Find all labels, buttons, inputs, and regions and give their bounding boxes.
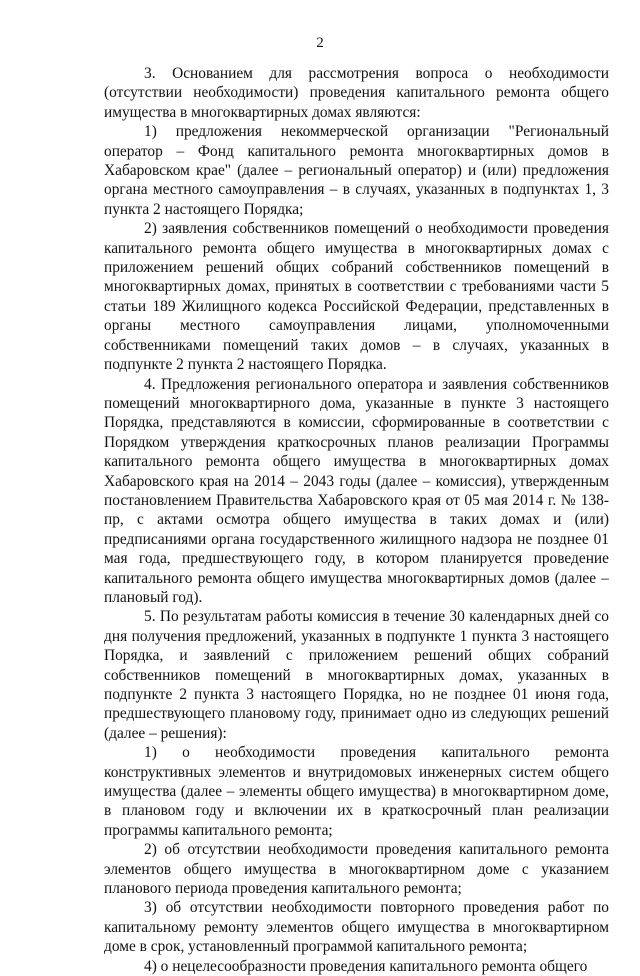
paragraph-item-3-1: 1) предложения некоммерческой организации "Региональный оператор – Фонд капитального ремонта многоквартирных домов в Хабаровском крае" (далее – региональный оператор) и (или) предложения органа местного самоуправления – в случаях, указанных в подпунктах 1, 3 пункта 2 настоящего Порядка; <box>104 123 609 218</box>
paragraph-item-5: 5. По результатам работы комиссия в течение 30 календарных дней со дня получения предложений, указанных в подпункте 1 пункта 3 настоящего Порядка, и заявлений с приложением решений общих собраний собственников помещений в многоквартирных домах, указанных в подпункте 2 пункта 3 настоящего Порядка, но не позднее 01 июня года, предшествующего плановому году, принимает одно из следующих решений (далее – решения): <box>104 608 609 742</box>
paragraph-item-5-4: 4) о нецелесообразности проведения капитального ремонта общего <box>144 957 588 975</box>
paragraph-item-4: 4. Предложения регионального оператора и заявления собственников помещений многоквартирного дома, указанные в пункте 3 настоящего Порядка, представляются в комиссии, сформированные в соответствии с Порядком утверждения краткосрочных планов реализации Программы капитального ремонта общего имущества в многоквартирных домах Хабаровского края на 2014 – 2043 годы (далее – комиссия), утвержденным постановлением Правительства Хабаровского края от 05 мая 2014 г. № 138-пр, с актами осмотра общего имущества в таких домах и (или) предписаниями органа государственного жилищного надзора не позднее 01 мая года, предшествующего году, в котором планируется проведение капитального ремонта общего имущества многоквартирных домов (далее – плановый год). <box>104 375 609 606</box>
paragraph-item-5-1: 1) о необходимости проведения капитального ремонта конструктивных элементов и внутридомовых инженерных систем общего имущества (далее – элементы общего имущества) в многоквартирном доме, в плановом году и включении их в краткосрочный план реализации программы капитального ремонта; <box>104 744 609 839</box>
paragraph-item-3-2: 2) заявления собственников помещений о необходимости проведения капитального ремонта общего имущества в многоквартирных домах с приложением решений общих собраний собственников помещений в многоквартирных домах, принятых в соответствии с требованиями части 5 статьи 189 Жилищного кодекса Российской Федерации, представленных в органы местного самоуправления лицами, уполномоченными собственниками помещений таких домов – в случаях, указанных в подпункте 2 пункта 2 настоящего Порядка. <box>104 220 609 374</box>
paragraph-item-3: 3. Основанием для рассмотрения вопроса о необходимости (отсутствии необходимости) проведения капитального ремонта общего имущества в многоквартирных домах являются: <box>104 65 609 121</box>
document-body <box>104 64 609 976</box>
paragraph-item-5-2: 2) об отсутствии необходимости проведения капитального ремонта элементов общего имущества в многоквартирном доме с указанием планового периода проведения капитального ремонта; <box>104 841 609 898</box>
paragraph-item-5-3: 3) об отсутствии необходимости повторного проведения работ по капитальному ремонту элементов общего имущества в многоквартирном доме в срок, установленный программой капитального ремонта; <box>104 899 609 956</box>
page-number: 2 <box>316 35 324 51</box>
